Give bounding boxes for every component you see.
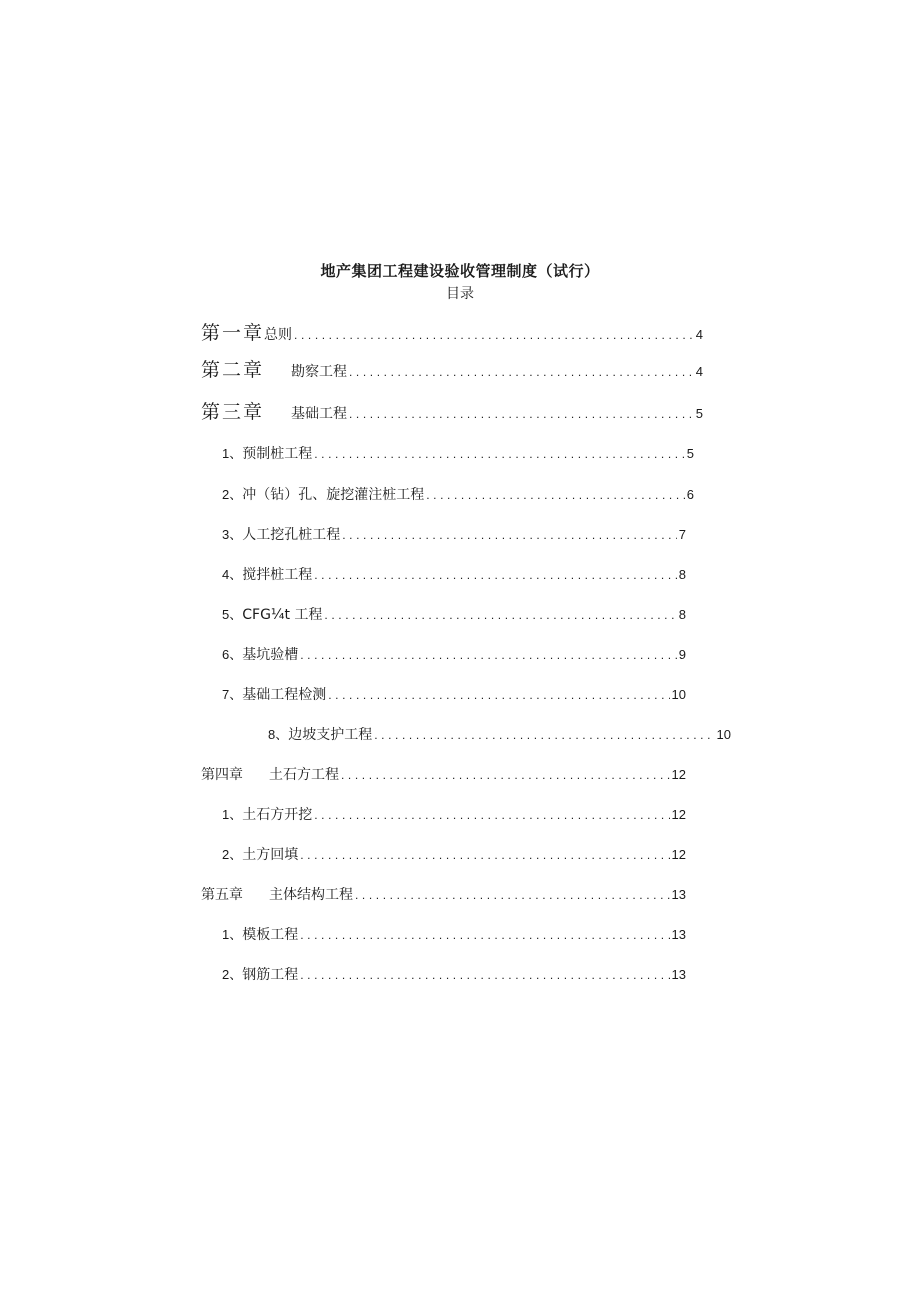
toc-entry-title: 总则 [264, 327, 293, 343]
toc-chapter-label: 第一章 [201, 322, 265, 344]
toc-entry-chapter-5[interactable] [201, 884, 686, 904]
toc-page-number: 10 [671, 687, 686, 702]
toc-section-number: 8、 [268, 727, 289, 742]
toc-entry-chapter-1[interactable] [201, 318, 703, 345]
toc-entry-title: 土方回填 [242, 847, 299, 863]
toc-section-number: 2、 [222, 967, 243, 982]
toc-section-number: 6、 [222, 647, 243, 662]
toc-leader-dots [314, 568, 677, 582]
toc-entry-title: 边坡支护工程 [288, 727, 373, 743]
toc-entry-section[interactable] [222, 644, 686, 664]
toc-page-number: 4 [695, 364, 703, 379]
toc-page-number: 5 [686, 446, 694, 461]
toc-page-number: 12 [671, 847, 686, 862]
toc-entry-section[interactable] [222, 684, 686, 704]
toc-section-number: 4、 [222, 567, 243, 582]
toc-section-number: 2、 [222, 847, 243, 862]
toc-entry-section[interactable] [222, 524, 686, 544]
toc-entry-section[interactable] [222, 844, 686, 864]
toc-entry-section[interactable] [222, 443, 694, 463]
toc-section-number: 3、 [222, 527, 243, 542]
toc-entry-section[interactable] [222, 924, 686, 944]
toc-page-number: 12 [671, 767, 686, 782]
toc-entry-chapter-4[interactable] [201, 764, 686, 784]
toc-entry-title: 勘察工程 [291, 364, 347, 380]
toc-chapter-label: 第二章 [201, 359, 265, 381]
toc-page-number: 5 [695, 406, 703, 421]
toc-leader-dots [349, 365, 694, 379]
toc-page-number: 6 [686, 487, 694, 502]
toc-page-number: 4 [695, 327, 703, 342]
toc-entry-section[interactable] [222, 804, 686, 824]
toc-entry-title: 主体结构工程 [269, 887, 353, 903]
toc-entry-section[interactable] [268, 724, 731, 744]
toc-chapter-label: 第四章 [201, 767, 243, 783]
toc-page-number: 7 [678, 527, 686, 542]
toc-chapter-label: 第三章 [201, 401, 265, 423]
toc-leader-dots [355, 888, 670, 902]
toc-entry-title: 基坑验槽 [242, 647, 299, 663]
toc-leader-dots [314, 808, 669, 822]
toc-entry-chapter-3[interactable] [201, 397, 703, 424]
toc-entry-title: 预制桩工程 [242, 446, 313, 462]
toc-section-number: 1、 [222, 807, 243, 822]
toc-leader-dots [328, 688, 669, 702]
toc-section-number: 1、 [222, 446, 243, 461]
toc-entry-section[interactable] [222, 564, 686, 584]
toc-entry-section[interactable] [222, 604, 686, 624]
toc-page-number: 13 [671, 927, 686, 942]
toc-leader-dots [426, 488, 685, 502]
toc-leader-dots [300, 968, 669, 982]
toc-entry-section[interactable] [222, 484, 694, 504]
toc-entry-title: 钢筋工程 [242, 967, 299, 983]
toc-entry-title: 搅拌桩工程 [242, 567, 313, 583]
toc-section-number: 1、 [222, 927, 243, 942]
toc-entry-title: CFG¼t 工程 [242, 607, 323, 623]
toc-page-number: 13 [671, 887, 686, 902]
toc-entry-title: 模板工程 [242, 927, 299, 943]
toc-entry-chapter-2[interactable] [201, 355, 703, 382]
toc-leader-dots [300, 648, 677, 662]
toc-heading: 目录 [446, 286, 474, 302]
toc-page-number: 9 [678, 647, 686, 662]
toc-leader-dots [294, 328, 694, 342]
toc-section-number: 5、 [222, 607, 243, 622]
toc-entry-title: 基础工程 [291, 406, 347, 422]
toc-page-number: 13 [671, 967, 686, 982]
toc-leader-dots [349, 407, 694, 421]
toc-page-number: 12 [671, 807, 686, 822]
toc-page-number: 10 [716, 727, 731, 742]
toc-leader-dots [374, 728, 714, 742]
document-title: 地产集团工程建设验收管理制度（试行） [320, 262, 600, 280]
toc-entry-title: 冲（钻）孔、旋挖灌注桩工程 [242, 487, 425, 503]
toc-page-number: 8 [678, 607, 686, 622]
toc-entry-title: 人工挖孔桩工程 [242, 527, 341, 543]
toc-leader-dots [324, 608, 676, 622]
toc-chapter-label: 第五章 [201, 887, 243, 903]
toc-section-number: 2、 [222, 487, 243, 502]
toc-entry-title: 土石方工程 [269, 767, 339, 783]
toc-leader-dots [300, 848, 669, 862]
toc-page-number: 8 [678, 567, 686, 582]
toc-leader-dots [342, 528, 677, 542]
toc-entry-section[interactable] [222, 964, 686, 984]
toc-section-number: 7、 [222, 687, 243, 702]
toc-entry-title: 土石方开挖 [242, 807, 313, 823]
toc-leader-dots [314, 447, 685, 461]
toc-leader-dots [341, 768, 670, 782]
toc-entry-title: 基础工程检测 [242, 687, 327, 703]
toc-leader-dots [300, 928, 669, 942]
